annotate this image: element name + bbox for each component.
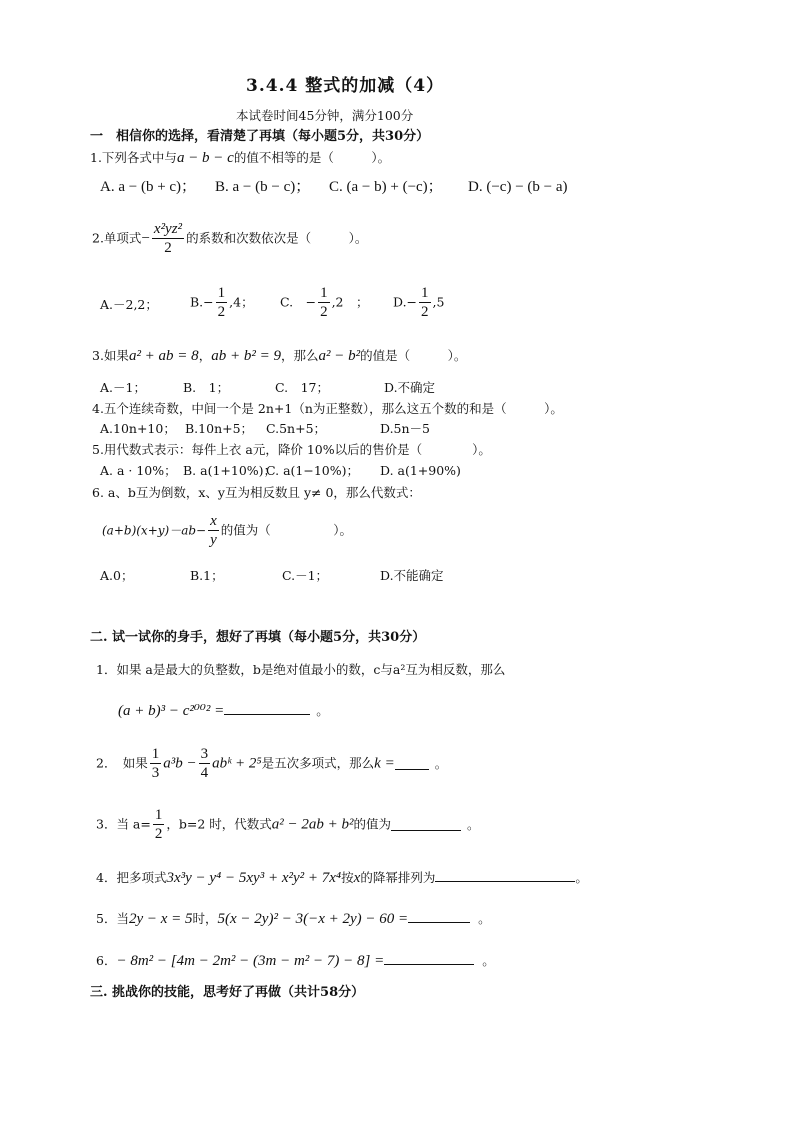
q2-b-num: 1 [217,285,226,301]
q1-stem: 1.下列各式中与 [90,150,177,165]
q1-expr: a − b − c [176,150,234,166]
q2-c-num: 1 [320,285,328,301]
q5-option-a: A. a · 10%； [100,463,177,478]
p5-expr-2: 5(x − 2y)² − 3(−x + 2y) − 60 = [217,911,409,927]
q6-tail: 的值为（ ）。 [220,522,353,538]
p5-mid: 时， [192,911,218,926]
p3-expr: a² − 2ab + b² [271,816,354,833]
q1-option-b: B. a − (b − c)； [215,179,311,195]
q2-b-den: 2 [217,304,226,320]
p5-answer-blank[interactable] [408,910,470,923]
q2-d-den: 2 [421,304,429,320]
q1-option-a: A. a − (b + c)； [100,179,197,195]
p6-expr: − 8m² − [4m − 2m² − (3m − m² − 7) − 8] = [116,953,385,969]
q6-den: y [210,532,217,548]
p2-mid-2: abᵏ + 2⁵ [212,755,262,772]
p1-answer-blank[interactable] [224,702,310,715]
page-subtitle: 本试卷时间45分钟，满分100分 [236,108,414,123]
q5-option-b: B. a(1+10%)； [183,463,277,478]
q2-d-suffix: ,5 [432,294,445,310]
p2-den-2: 4 [200,765,209,781]
q4-option-d: D.5n－5 [380,421,431,436]
q1-option-c: C. (a − b) + (−c)； [329,179,443,195]
question-6: 6. a、b互为倒数，x、y互为相反数且 y≠ 0，那么代数式： [92,485,421,500]
question-4: 4.五个连续奇数，中间一个是 2n+1（n为正整数），那么这五个数的和是（ ）。 [92,401,563,416]
p2-num-1: 1 [151,746,160,762]
q2-c-prefix: C. − [280,294,317,310]
q2-denominator: 2 [164,240,172,256]
p4-mid: 按 [341,870,354,885]
q2-c-suffix: ,2 ； [331,294,369,310]
p2-prefix: 2． 如果 [96,755,148,771]
p3-answer-blank[interactable] [391,818,461,831]
q3-option-c: C. 17； [275,380,329,395]
problem-4 [96,869,588,886]
p4-x: x [353,870,361,886]
q2-option-a: A.－2,2； [100,297,158,312]
p5-prefix: 5．当 [96,911,129,926]
problem-3 [96,806,480,843]
p5-end: 。 [478,911,491,926]
q4-option-b: B.10n+5； [185,421,254,436]
problem-6 [96,952,495,969]
q3-option-a: A.－1； [100,380,146,395]
q6-expression [102,512,352,549]
section-2-heading: 二. 试一试你的身手，想好了再填（每小题5分，共30分） [90,630,426,645]
q2-c-den: 2 [320,304,328,320]
question-2 [92,220,367,257]
q3-expr-3: a² − b² [318,348,361,364]
section-3-heading: 三. 挑战你的技能，思考好了再做（共计58分） [90,985,365,1000]
page-title: 3.4.4 整式的加减（4） [246,76,445,96]
q3-sep: ， [198,348,212,363]
q4-option-a: A.10n+10； [100,421,176,436]
p3-end: 。 [467,816,480,832]
p1-end: 。 [316,703,329,718]
q3-tail: 的值是（ ）。 [360,348,467,363]
q2-d-num: 1 [421,285,429,301]
problem-2 [96,745,447,782]
p2-answer-blank[interactable] [395,757,429,770]
q3-mid: ，那么 [280,348,319,363]
p3-den: 2 [154,826,163,842]
question-1 [90,150,390,166]
p4-answer-blank[interactable] [435,869,575,882]
problem-5 [96,910,491,927]
q6-option-c: C.－1； [282,568,329,583]
question-5: 5.用代数式表示：每件上衣 a元，降价 10%以后的售价是（ ）。 [92,442,491,457]
q2-b-prefix: B.− [190,294,214,310]
q2-numerator: x²yz² [153,221,183,237]
q6-prefix: (a+b)(x+y)－ab− [102,523,207,538]
p4-prefix: 4．把多项式 [96,870,167,885]
q2-option-b [190,284,254,321]
p4-tail: 的降幂排列为 [360,870,436,885]
problem-1-line-1: 1．如果 a是最大的负整数，b是绝对值最小的数，c与a²互为相反数，那么 [96,662,506,677]
q5-option-d: D. a(1+90%) [380,463,461,478]
q3-stem: 3.如果 [92,348,129,363]
p3-tail: 的值为 [353,816,392,832]
section-1-heading: 一 相信你的选择，看清楚了再填（每小题5分，共30分） [90,129,430,144]
p2-mid-1: a³b − [163,755,197,772]
q2-b-suffix: ,4； [229,294,254,310]
q6-option-a: A.0； [100,568,134,583]
p2-k: k = [374,755,395,772]
q5-option-c: C. a(1−10%)； [266,463,359,478]
q1-tail: 的值不相等的是（ ）。 [233,150,391,165]
p5-expr-1: 2y − x = 5 [128,911,193,927]
p1-expr: (a + b)³ − c²⁰⁰² = [118,703,225,719]
q2-option-d [393,284,444,321]
p2-den-1: 3 [151,765,160,781]
q3-expr-1: a² + ab = 8 [128,348,199,364]
q2-tail: 的系数和次数依次是（ ）。 [186,230,368,246]
q2-option-c [280,284,369,321]
p2-num-2: 3 [200,746,209,762]
p6-answer-blank[interactable] [384,952,474,965]
p6-prefix: 6． [96,953,117,968]
q4-option-c: C.5n+5； [266,421,327,436]
q2-neg: − [141,230,150,247]
q6-option-b: B.1； [190,568,224,583]
problem-1-line-2 [118,702,329,719]
q3-expr-2: ab + b² = 9 [211,348,281,364]
q2-d-prefix: D.− [393,294,418,310]
p3-mid: ，b=2 时，代数式 [166,816,272,832]
p4-end: 。 [575,870,588,885]
q3-option-d: D.不确定 [384,380,436,395]
p2-end: 。 [434,755,448,771]
q3-option-b: B. 1； [183,380,230,395]
question-3 [92,348,466,364]
q6-option-d: D.不能确定 [380,568,444,583]
p6-end: 。 [482,953,495,968]
p2-tail: 是五次多项式，那么 [261,755,375,771]
p3-num: 1 [154,807,163,823]
p3-prefix: 3．当 a= [96,816,151,832]
p4-expr: 3x³y − y⁴ − 5xy³ + x²y² + 7x⁴ [166,870,342,886]
q1-option-d: D. (−c) − (b − a) [468,179,568,195]
q6-num: x [210,513,217,529]
q2-stem: 2.单项式 [92,230,142,246]
